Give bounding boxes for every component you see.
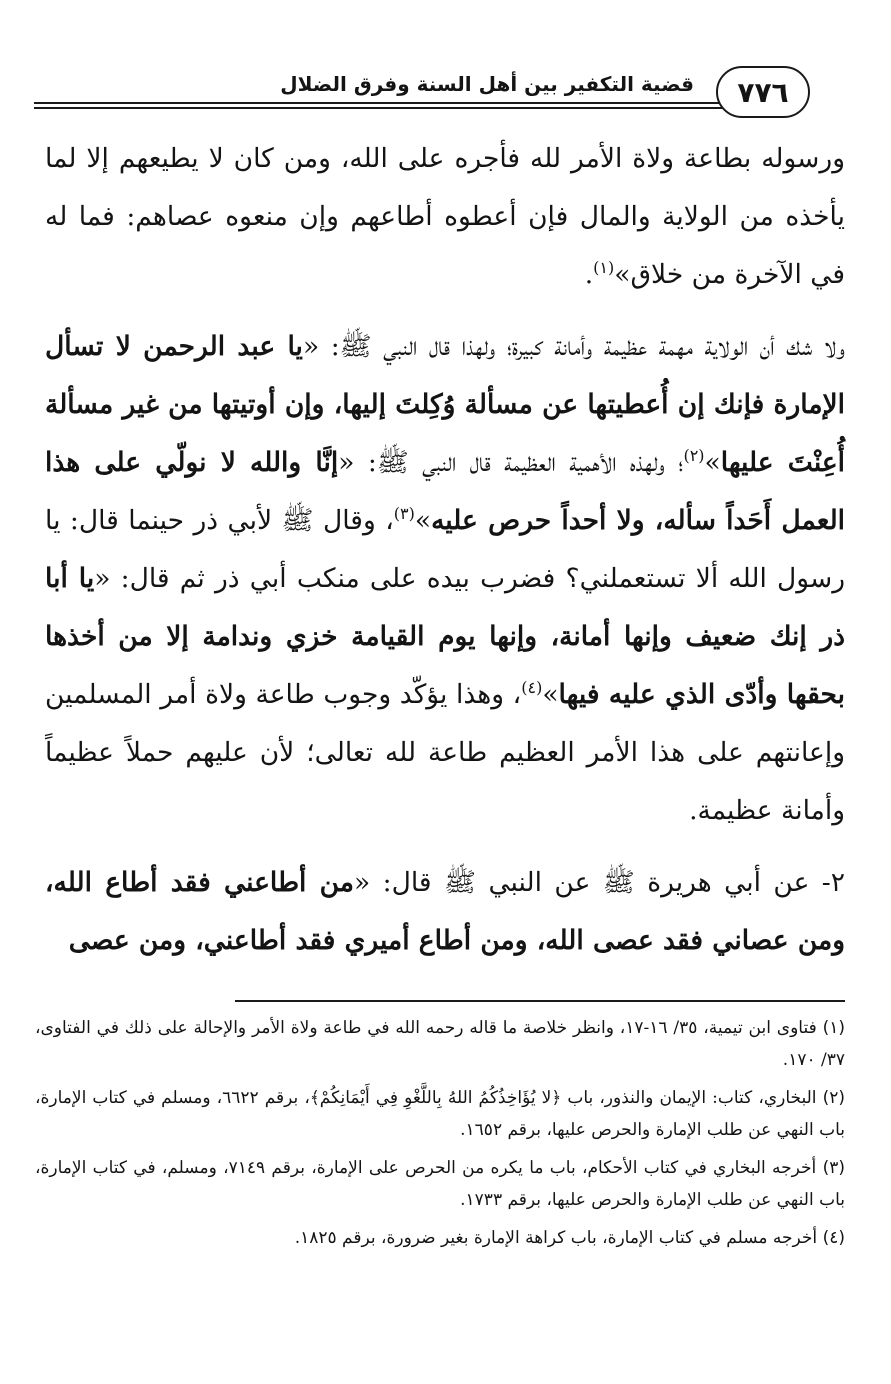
header-rule <box>34 102 724 104</box>
paragraph-2-text-g: ، وقال ﷺ لأبي ذر حينما قال: يا رسول الله ألا تستعملني؟ فضرب بيده على منكب أبي ذر ثم قال: « <box>45 505 845 594</box>
footnote-number: (٤) <box>822 1228 845 1248</box>
footnote-3 <box>35 1152 845 1216</box>
footnote-text: البخاري، كتاب: الإيمان والنذور، باب ﴿لا يُؤَاخِذُكُمُ اللهُ بِاللَّغْوِ فِي أَيْمَانِكُمْ﴾، برقم ٦٦٢٢، ومسلم في كتاب الإمارة، باب النهي عن طلب الإمارة والحرص عليها، برقم ١٦٥٢. <box>35 1088 845 1140</box>
footnote-number: (١) <box>822 1018 845 1038</box>
paragraph-1-end: . <box>584 259 594 290</box>
footnote-ref-3: (٣) <box>393 504 415 524</box>
footnote-text: أخرجه مسلم في كتاب الإمارة، باب كراهة الإمارة بغير ضرورة، برقم ١٨٢٥. <box>294 1228 818 1248</box>
paragraph-1-text: ورسوله بطاعة ولاة الأمر لله فأجره على الله، ومن كان لا يطيعهم إلا لما يأخذه من الولاية والمال فإن أعطوه أطاعهم وإن منعوه عصاهم: فما له في الآخرة من خلاق» <box>45 143 845 290</box>
hadith-quote-1: يا عبد الرحمن لا تسأل الإمارة فإنك إن أُعطيتها عن مسألة وُكِلتَ إليها، وإن أوتيتها من غير مسألة أُعِنْتَ عليها <box>45 331 845 478</box>
footnote-text: فتاوى ابن تيمية، ٣٥/ ١٦-١٧، وانظر خلاصة ما قاله رحمه الله في طاعة ولاة الأمر والإحالة على ذلك في الفتاوى، ٣٧/ ١٧٠. <box>35 1018 845 1070</box>
quote-close-1: » <box>704 447 721 478</box>
paragraph-2-text-j: ، وهذا يؤكّد وجوب طاعة ولاة أمر المسلمين وإعانتهم على هذا الأمر العظيم طاعة لله تعالى؛ لأن عليهم حملاً عظيماً وأمانة عظيمة. <box>45 679 845 826</box>
footnotes <box>35 1012 845 1260</box>
paragraph-2 <box>45 318 845 840</box>
paragraph-3 <box>45 854 845 970</box>
page-header <box>34 62 834 132</box>
main-text <box>45 130 845 970</box>
footnote-separator <box>235 1000 845 1002</box>
hadith-quote-3: يا أبا ذر إنك ضعيف وإنها أمانة، وإنها يوم القيامة خزي وندامة إلا من أخذها بحقها وأدّى الذي عليه فيها <box>45 563 845 710</box>
footnote-number: (٢) <box>822 1088 845 1108</box>
paragraph-2-text-d: ؛ ولهذه الأهمية العظيمة قال النبي ﷺ: « <box>338 447 684 478</box>
quote-close-3: » <box>542 679 559 710</box>
footnote-4 <box>35 1222 845 1254</box>
footnote-number: (٣) <box>822 1158 845 1178</box>
footnote-1 <box>35 1012 845 1076</box>
header-rule-double <box>34 107 724 109</box>
paragraph-2-text-a: ولا شك أن الولاية مهمة عظيمة وأمانة كبيرة؛ ولهذا قال النبي ﷺ: « <box>302 331 845 362</box>
footnote-text: أخرجه البخاري في كتاب الأحكام، باب ما يكره من الحرص على الإمارة، برقم ٧١٤٩، ومسلم، في كتاب الإمارة، باب النهي عن طلب الإمارة والحرص عليها، برقم ١٧٣٣. <box>35 1158 845 1210</box>
footnote-ref-2: (٢) <box>683 446 705 466</box>
page-number: ٧٧٦ <box>716 66 810 118</box>
hadith-quote-2: إنَّا والله لا نولّي على هذا العمل أَحَداً سأله، ولا أحداً حرص عليه <box>45 447 846 536</box>
footnote-ref-4: (٤) <box>521 678 543 698</box>
paragraph-1 <box>45 130 845 304</box>
footnote-ref-1: (١) <box>593 258 615 278</box>
hadith-quote-4: من أطاعني فقد أطاع الله، ومن عصاني فقد عصى الله، ومن أطاع أميري فقد أطاعني، ومن عصى <box>45 867 845 956</box>
running-title: قضية التكفير بين أهل السنة وفرق الضلال <box>280 72 694 96</box>
footnote-2 <box>35 1082 845 1146</box>
quote-close-2: » <box>414 505 432 536</box>
paragraph-3-text-a: ٢- عن أبي هريرة ﷺ عن النبي ﷺ قال: « <box>354 867 846 898</box>
